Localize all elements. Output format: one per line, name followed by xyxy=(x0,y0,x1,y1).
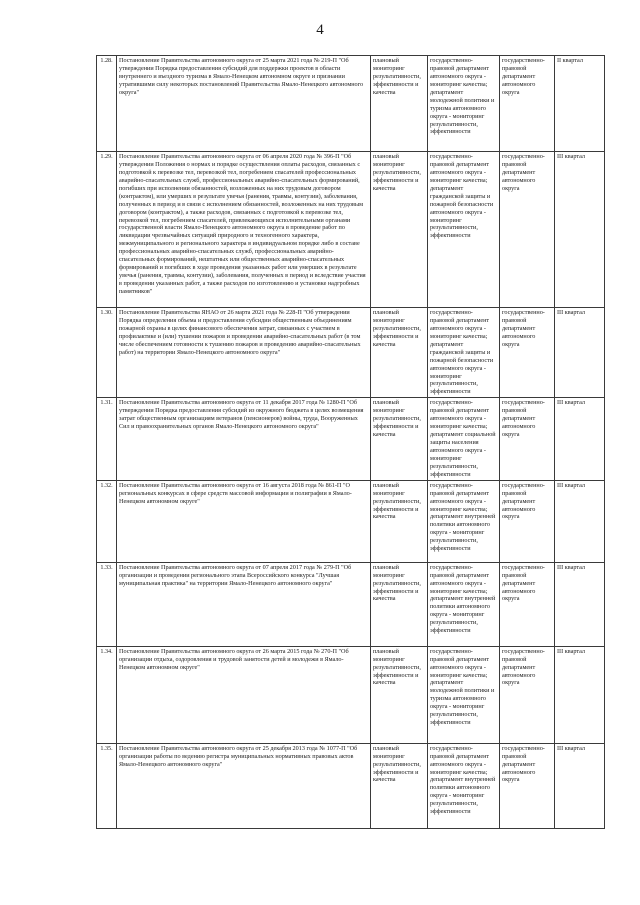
row-number: 1.34. xyxy=(97,646,117,743)
executor-department: государственно-правовой департамент автономного округа xyxy=(500,308,555,398)
responsible-departments: государственно-правовой департамент автономного округа - мониторинг качества; департамент гражданской защиты и пожарной безопасности автономного округа - мониторинг результативности, эффективности xyxy=(428,152,500,308)
monitoring-type: плановый мониторинг результативности, эффективности и качества xyxy=(371,398,428,480)
act-title: Постановление Правительства автономного округа от 16 августа 2018 года № 861-П "О региональных конкурсах в сфере средств массовой информации и полиграфии в Ямало-Ненецком автономном округе" xyxy=(117,480,371,562)
act-title: Постановление Правительства автономного округа от 06 апреля 2020 года № 396-П "Об утверждении Положения о нормах и порядке осуществления оплаты расходов, связанных с подготовкой к перевозке тел, перевозкой тел, погребением спасателей профессиональных аварийно-спасательных служб, профессиональных аварийно-спасательных формирований, погибших при исполнении обязанностей, возложенных на них трудовым договором (контрактом), или умерших в результате увечья (ранения, травмы, контузии), заболевания, полученных в период и в связи с исполнением обязанностей, возложенных на них трудовым договором (контрактом), а также расходов, связанных с подготовкой к перевозке тел, перевозкой тел, погребением спасателей, привлекающихся исполнительными органами государственной власти Ямало-Ненецкого автономного округа в проведение работ по ликвидации чрезвычайных ситуаций природного и техногенного характера, межмуниципального и регионального характера в индивидуальном порядке либо в составе профессиональных аварийно-спасательных служб, профессиональных аварийно-спасательных формирований, нештатных или общественных аварийно-спасательных формирований и погибших в ходе проведения указанных работ или умерших в результате увечья (ранения, травмы, контузии), заболевания, полученных в период и вследствие участия в проведении указанных работ, а также расходов по изготовлению и установке надгробных памятников" xyxy=(117,152,371,308)
deadline-quarter: III квартал xyxy=(555,398,605,480)
table-row xyxy=(97,562,605,646)
table-body xyxy=(97,56,605,829)
table-row xyxy=(97,743,605,828)
row-number: 1.28. xyxy=(97,56,117,152)
executor-department: государственно-правовой департамент автономного округа xyxy=(500,646,555,743)
monitoring-type: плановый мониторинг результативности, эффективности и качества xyxy=(371,646,428,743)
table-row xyxy=(97,480,605,562)
act-title: Постановление Правительства автономного округа от 25 марта 2021 года № 219-П "Об утверждении Порядка предоставления субсидий для поддержки проектов в области внутреннего и въездного туризма в Ямало-Ненецком автономном округе и признании утратившими силу некоторых постановлений Правительства Ямало-Ненецкого автономного округа" xyxy=(117,56,371,152)
monitoring-plan-table xyxy=(96,55,605,829)
row-number: 1.32. xyxy=(97,480,117,562)
responsible-departments: государственно-правовой департамент автономного округа - мониторинг качества; департамент внутренней политики автономного округа - мониторинг результативности, эффективности xyxy=(428,743,500,828)
deadline-quarter: III квартал xyxy=(555,646,605,743)
act-title: Постановление Правительства ЯНАО от 26 марта 2021 года № 228-П "Об утверждении Порядка определения объема и предоставления субсидии общественным объединениям пожарной охраны в целях финансового обеспечения затрат, связанных с участием в профилактике и (или) тушении пожаров и проведении аварийно-спасательных работ (в том числе обеспечением готовности к тушению пожаров и проведению аварийно-спасательных работ) на территории Ямало-Ненецкого автономного округа" xyxy=(117,308,371,398)
executor-department: государственно-правовой департамент автономного округа xyxy=(500,562,555,646)
act-title: Постановление Правительства автономного округа от 07 апреля 2017 года № 279-П "Об организации и проведении регионального этапа Всероссийского конкурса "Лучшая муниципальная практика" на территории Ямало-Ненецкого автономного округа" xyxy=(117,562,371,646)
responsible-departments: государственно-правовой департамент автономного округа - мониторинг качества; департамент социальной защиты населения автономного округа - мониторинг результативности, эффективности xyxy=(428,398,500,480)
deadline-quarter: III квартал xyxy=(555,152,605,308)
deadline-quarter: III квартал xyxy=(555,743,605,828)
act-title: Постановление Правительства автономного округа от 25 декабря 2013 года № 1077-П "Об организации работы по ведению регистра муниципальных нормативных правовых актов Ямало-Ненецкого автономного округа" xyxy=(117,743,371,828)
monitoring-type: плановый мониторинг результативности, эффективности и качества xyxy=(371,562,428,646)
deadline-quarter: III квартал xyxy=(555,308,605,398)
table-row xyxy=(97,308,605,398)
responsible-departments: государственно-правовой департамент автономного округа - мониторинг качества; департамент внутренней политики автономного округа - мониторинг результативности, эффективности xyxy=(428,480,500,562)
row-number: 1.30. xyxy=(97,308,117,398)
row-number: 1.33. xyxy=(97,562,117,646)
table-row xyxy=(97,56,605,152)
executor-department: государственно-правовой департамент автономного округа xyxy=(500,398,555,480)
executor-department: государственно-правовой департамент автономного округа xyxy=(500,743,555,828)
act-title: Постановление Правительства автономного округа от 11 декабря 2017 года № 1280-П "Об утверждении Порядка предоставления субсидий из окружного бюджета в целях возмещения затрат общественным организациям ветеранов (пенсионеров) войны, труда, Вооруженных Сил и правоохранительных органов Ямало-Ненецкого автономного округа" xyxy=(117,398,371,480)
monitoring-type: плановый мониторинг результативности, эффективности и качества xyxy=(371,56,428,152)
executor-department: государственно-правовой департамент автономного округа xyxy=(500,480,555,562)
row-number: 1.31. xyxy=(97,398,117,480)
responsible-departments: государственно-правовой департамент автономного округа - мониторинг качества; департамент гражданской защиты и пожарной безопасности автономного округа - мониторинг результативности, эффективности xyxy=(428,308,500,398)
row-number: 1.29. xyxy=(97,152,117,308)
executor-department: государственно-правовой департамент автономного округа xyxy=(500,152,555,308)
responsible-departments: государственно-правовой департамент автономного округа - мониторинг качества; департамент молодежной политики и туризма автономного округа - мониторинг результативности, эффективности xyxy=(428,646,500,743)
monitoring-type: плановый мониторинг результативности, эффективности и качества xyxy=(371,743,428,828)
page-number: 4 xyxy=(316,22,324,38)
monitoring-type: плановый мониторинг результативности, эффективности и качества xyxy=(371,152,428,308)
deadline-quarter: III квартал xyxy=(555,562,605,646)
deadline-quarter: II квартал xyxy=(555,56,605,152)
table-row xyxy=(97,152,605,308)
act-title: Постановление Правительства автономного округа от 26 марта 2015 года № 270-П "Об организации отдыха, оздоровления и трудовой занятости детей и молодежи в Ямало-Ненецком автономном округе" xyxy=(117,646,371,743)
monitoring-type: плановый мониторинг результативности, эффективности и качества xyxy=(371,308,428,398)
responsible-departments: государственно-правовой департамент автономного округа - мониторинг качества; департамент молодежной политики и туризма автономного округа - мониторинг результативности, эффективности xyxy=(428,56,500,152)
table-row xyxy=(97,398,605,480)
deadline-quarter: III квартал xyxy=(555,480,605,562)
executor-department: государственно-правовой департамент автономного округа xyxy=(500,56,555,152)
row-number: 1.35. xyxy=(97,743,117,828)
table-row xyxy=(97,646,605,743)
monitoring-type: плановый мониторинг результативности, эффективности и качества xyxy=(371,480,428,562)
responsible-departments: государственно-правовой департамент автономного округа - мониторинг качества; департамент внутренней политики автономного округа - мониторинг результативности, эффективности xyxy=(428,562,500,646)
